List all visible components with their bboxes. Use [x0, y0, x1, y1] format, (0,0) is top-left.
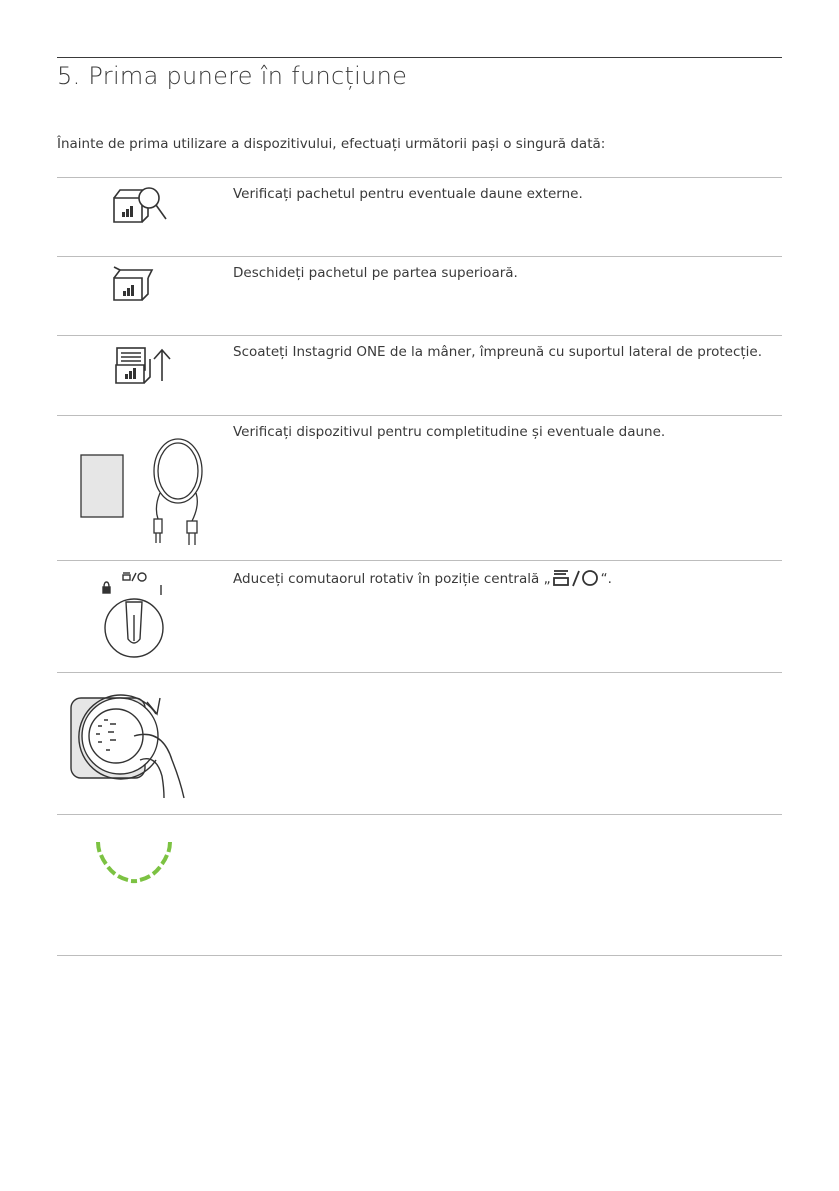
- rotary-switch-icon: [98, 571, 170, 665]
- step-5-text: [233, 569, 612, 591]
- step-2-text: Deschideți pachetul pe partea superioară.: [233, 265, 518, 281]
- open-box-icon: [110, 266, 158, 306]
- row-divider: [57, 335, 782, 336]
- row-divider: [57, 955, 782, 956]
- storage-off-symbol-icon: [552, 569, 600, 591]
- page-title: 5. Prima punere în funcțiune: [57, 62, 408, 90]
- step-3-text: Scoateți Instagrid ONE de la mâner, împreună cu suportul lateral de protecție.: [233, 344, 763, 360]
- step-1-text: Verificați pachetul pentru eventuale daune externe.: [233, 186, 583, 202]
- top-rule: [57, 57, 782, 58]
- row-divider: [57, 177, 782, 178]
- step-5-text-before: Aduceți comutaorul rotativ în poziție centrală „: [233, 571, 551, 587]
- row-divider: [57, 256, 782, 257]
- row-divider: [57, 672, 782, 673]
- row-divider: [57, 415, 782, 416]
- step-5-text-after: “.: [600, 571, 612, 587]
- row-divider: [57, 560, 782, 561]
- manual-and-cable-icon: [78, 433, 213, 555]
- row-divider: [57, 814, 782, 815]
- step-4-text: Verificați dispozitivul pentru completitudine și eventuale daune.: [233, 424, 666, 440]
- plug-twist-icon: [68, 688, 198, 804]
- box-magnifier-icon: [108, 184, 170, 230]
- remove-from-box-icon: [112, 345, 176, 389]
- led-ring-icon: [92, 838, 176, 894]
- intro-text: Înainte de prima utilizare a dispozitivului, efectuați următorii pași o singură dată:: [57, 136, 606, 152]
